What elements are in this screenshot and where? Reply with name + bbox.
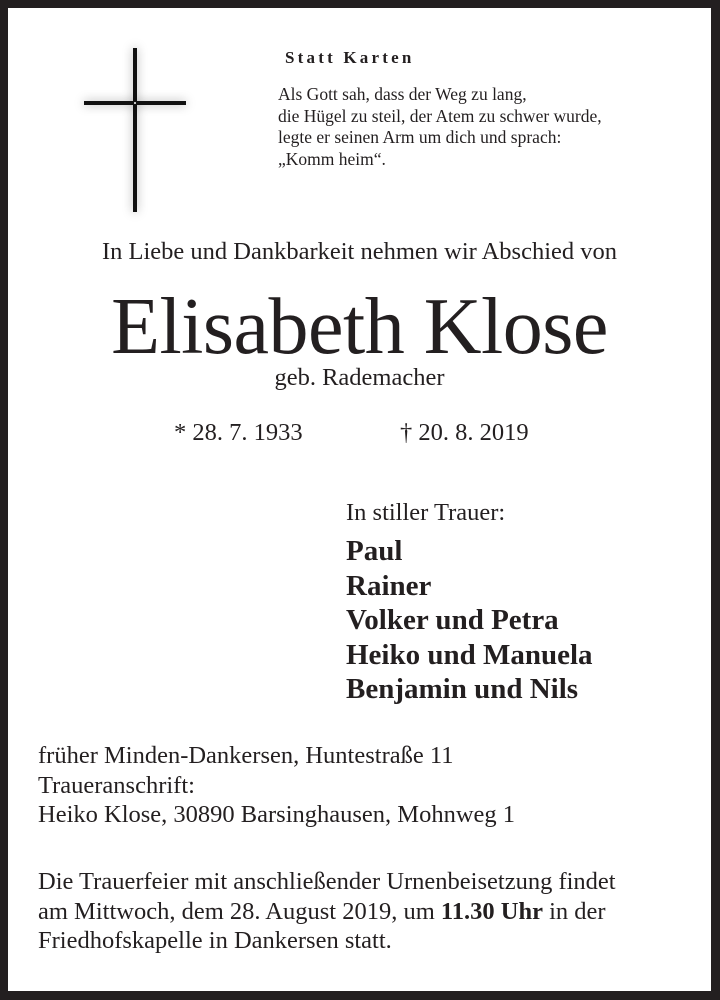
poem-line: legte er seinen Arm um dich und sprach: [278, 127, 562, 147]
maiden-name: geb. Rademacher [274, 364, 445, 391]
poem-line: „Komm heim“. [278, 148, 386, 169]
mourner-name: Paul [346, 535, 403, 567]
birth-date: * 28. 7. 1933 [174, 419, 303, 446]
poem [278, 84, 602, 170]
ceremony-date: am Mittwoch, dem 28. August 2019, um [38, 897, 441, 925]
mourner-name: Volker und Petra [346, 604, 559, 636]
ceremony-line-end: in der [542, 897, 606, 925]
mourners-list [346, 534, 593, 707]
poem-line: die Hügel zu steil, der Atem zu schwer wurde, [278, 105, 602, 126]
poem-line: Als Gott sah, dass der Weg zu lang, [278, 84, 527, 104]
ceremony-line: Friedhofskapelle in Dankersen statt. [38, 927, 392, 954]
mourning-address: Heiko Klose, 30890 Barsinghausen, Mohnweg 1 [38, 801, 516, 828]
ceremony-line: Die Trauerfeier mit anschließender Urnenbeisetzung findet [38, 868, 616, 895]
ceremony-time: 11.30 Uhr [440, 897, 543, 925]
mourner-name: Rainer [346, 569, 432, 602]
mourner-name: Benjamin und Nils [346, 673, 579, 705]
ceremony-info [38, 867, 616, 956]
obituary-notice [8, 8, 711, 991]
death-date: † 20. 8. 2019 [400, 419, 529, 446]
mourning-address-label: Traueranschrift: [38, 771, 195, 799]
cross-vertical-beam [133, 48, 137, 212]
former-address: früher Minden-Dankersen, Huntestraße 11 [38, 742, 454, 769]
mourner-name: Heiko und Manuela [346, 638, 593, 671]
farewell-intro: In Liebe und Dankbarkeit nehmen wir Abschied von [101, 238, 618, 265]
ceremony-line [38, 897, 616, 927]
statt-karten-heading: Statt Karten [285, 48, 415, 67]
cross-center-highlight [134, 102, 136, 104]
deceased-name: Elisabeth Klose [111, 283, 608, 371]
address-block [38, 741, 515, 830]
mourners-label: In stiller Trauer: [346, 499, 506, 526]
